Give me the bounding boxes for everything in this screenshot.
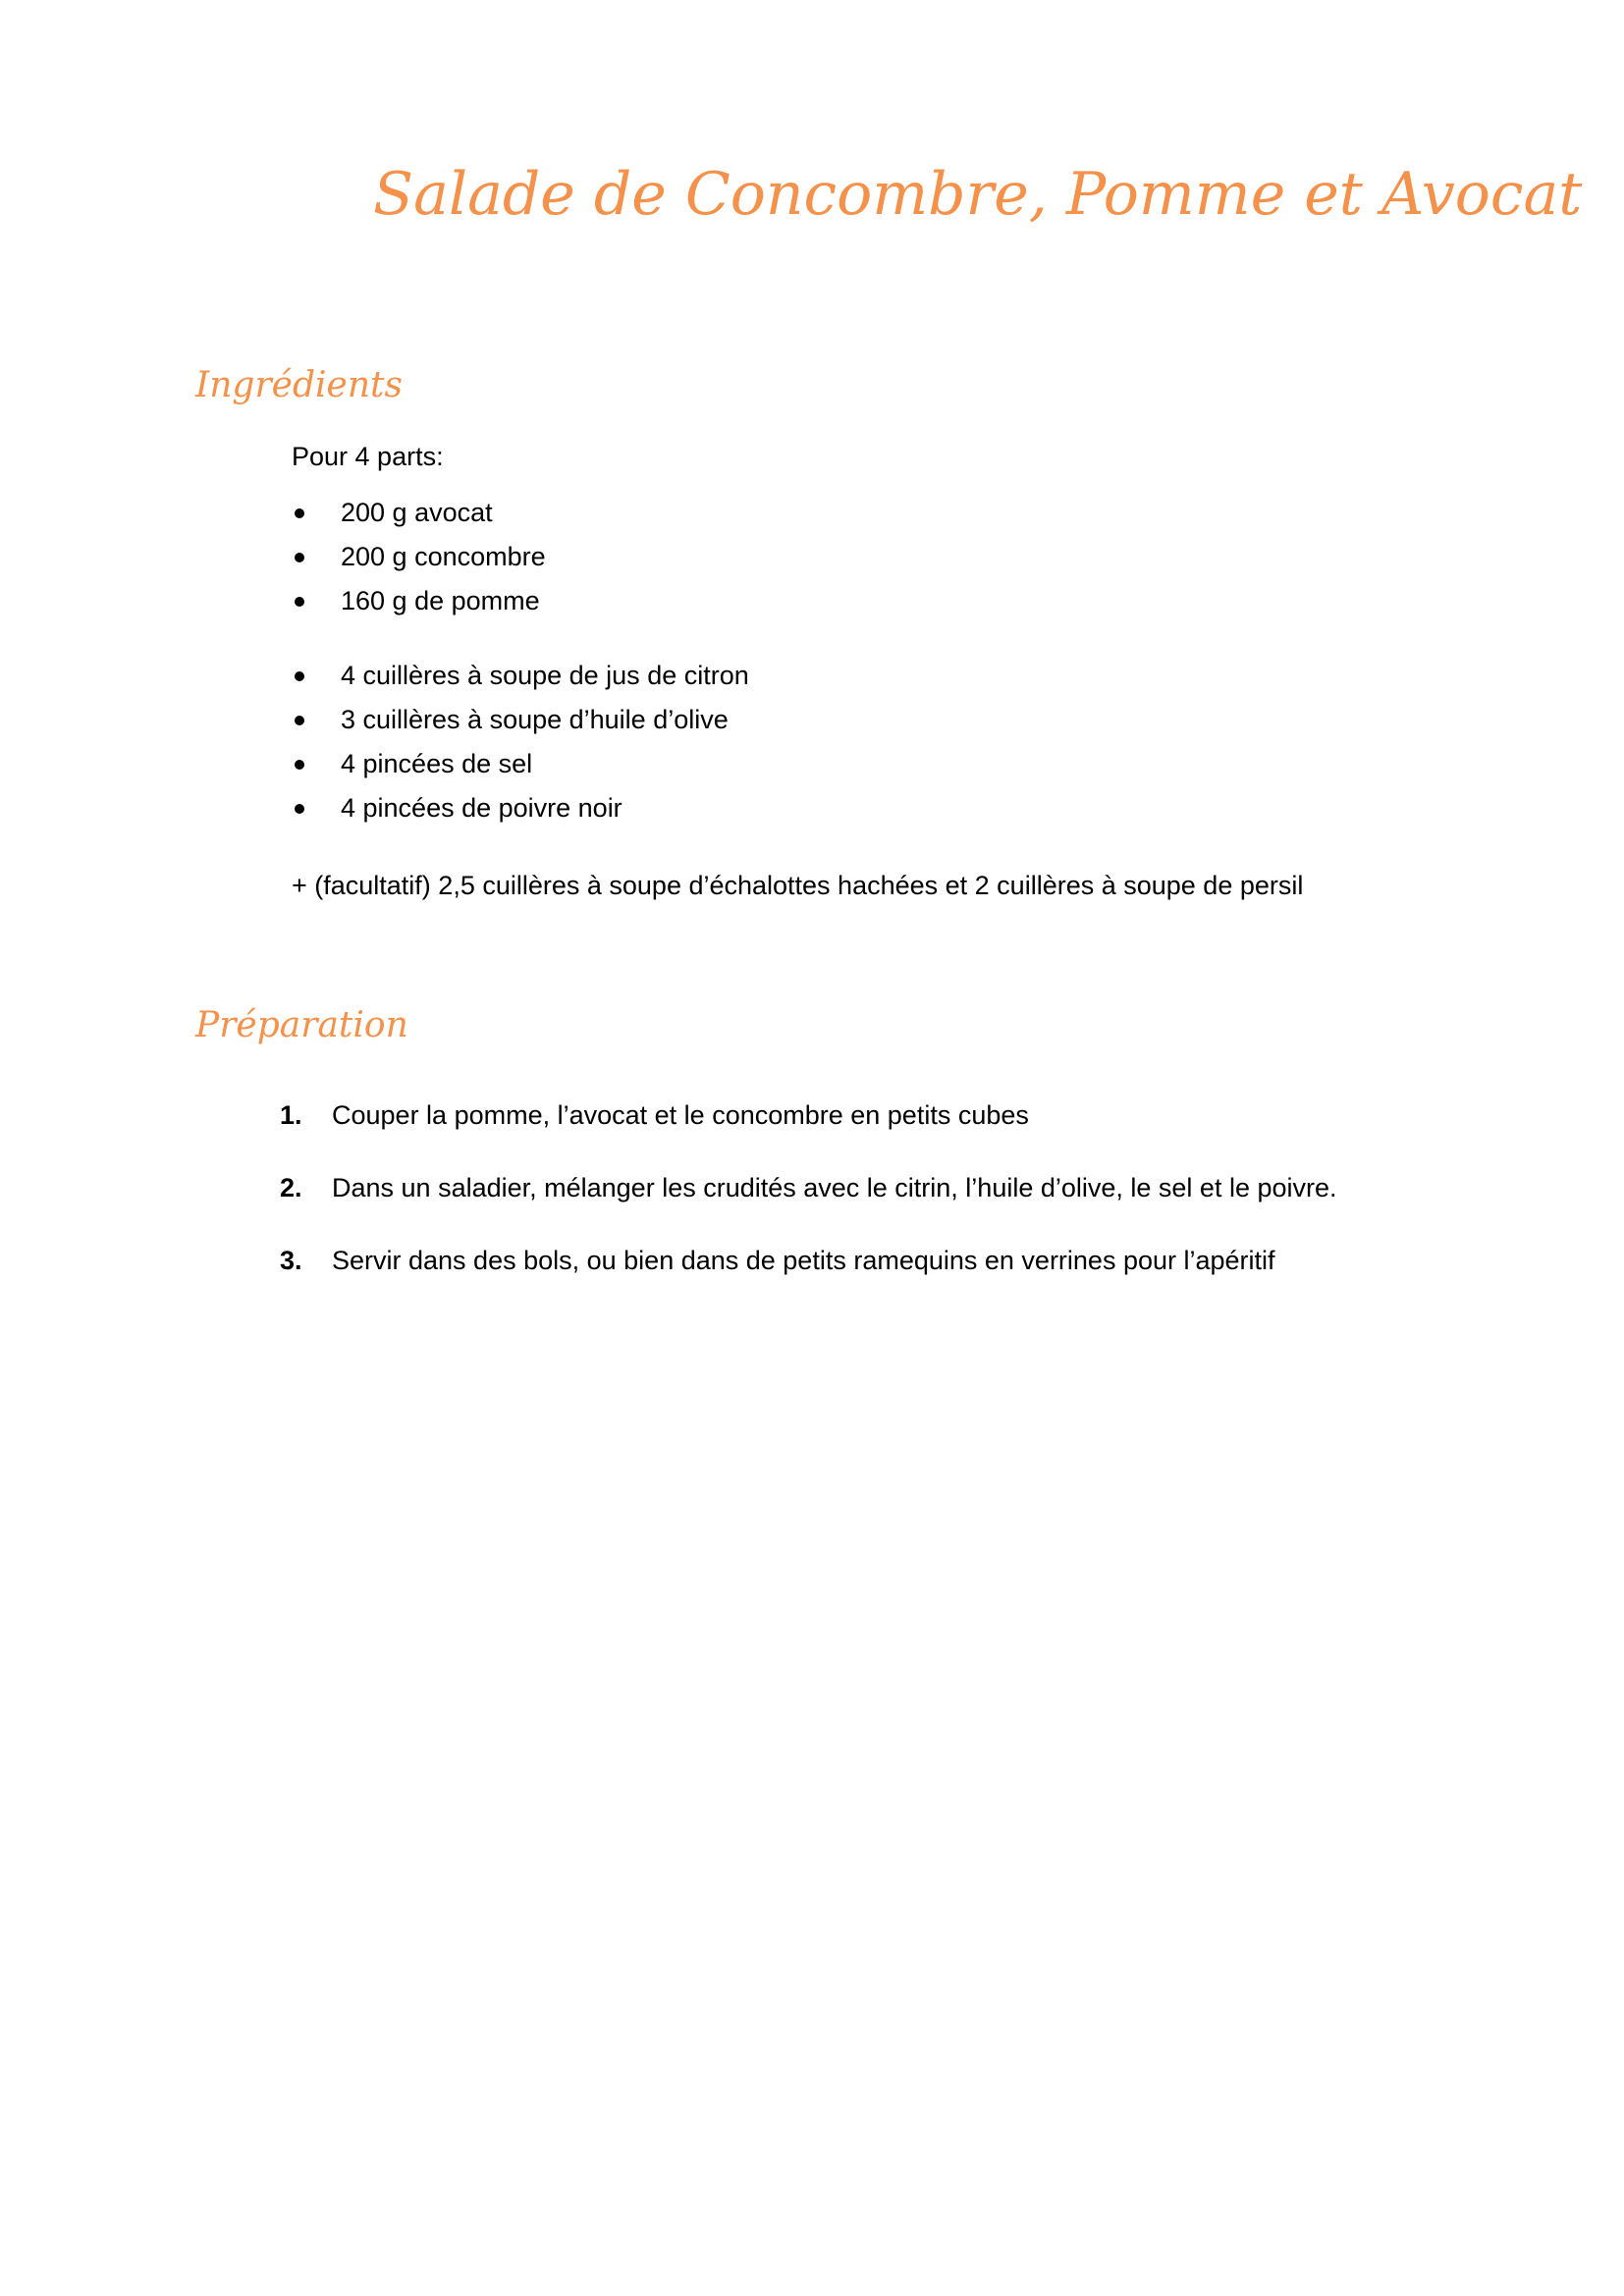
step-text: Dans un saladier, mélanger les crudités avec le citrin, l’huile d’olive, le sel et le poivre. — [332, 1173, 1337, 1202]
recipe-title: Salade de Concombre, Pomme et Avocat — [373, 160, 1583, 229]
ingredient-text: 200 g avocat — [341, 498, 493, 527]
bullet-dot-icon — [295, 716, 304, 725]
step-number: 1. — [280, 1100, 302, 1130]
bullet-dot-icon — [295, 671, 304, 681]
bullet-dot-icon — [295, 804, 304, 814]
ingredient-text: 3 cuillères à soupe d’huile d’olive — [341, 705, 729, 734]
ingredient-text: 4 pincées de poivre noir — [341, 793, 623, 823]
ingredient-text: 160 g de pomme — [341, 586, 540, 615]
step-number: 2. — [280, 1173, 302, 1202]
step-text: Servir dans des bols, ou bien dans de petits ramequins en verrines pour l’apéritif — [332, 1246, 1275, 1275]
bullet-dot-icon — [295, 597, 304, 607]
optional-ingredients-note: + (facultatif) 2,5 cuillères à soupe d’échalottes hachées et 2 cuillères à soupe de persil — [292, 871, 1304, 900]
bullet-dot-icon — [295, 760, 304, 770]
servings-text: Pour 4 parts: — [292, 442, 444, 471]
bullet-dot-icon — [295, 553, 304, 562]
bullet-dot-icon — [295, 508, 304, 518]
step-text: Couper la pomme, l’avocat et le concombre en petits cubes — [332, 1100, 1029, 1130]
ingredients-heading: Ingrédients — [195, 365, 403, 405]
step-number: 3. — [280, 1246, 302, 1275]
ingredient-text: 4 cuillères à soupe de jus de citron — [341, 661, 749, 690]
ingredient-text: 200 g concombre — [341, 542, 546, 571]
preparation-heading: Préparation — [195, 1005, 408, 1045]
ingredient-text: 4 pincées de sel — [341, 749, 533, 778]
